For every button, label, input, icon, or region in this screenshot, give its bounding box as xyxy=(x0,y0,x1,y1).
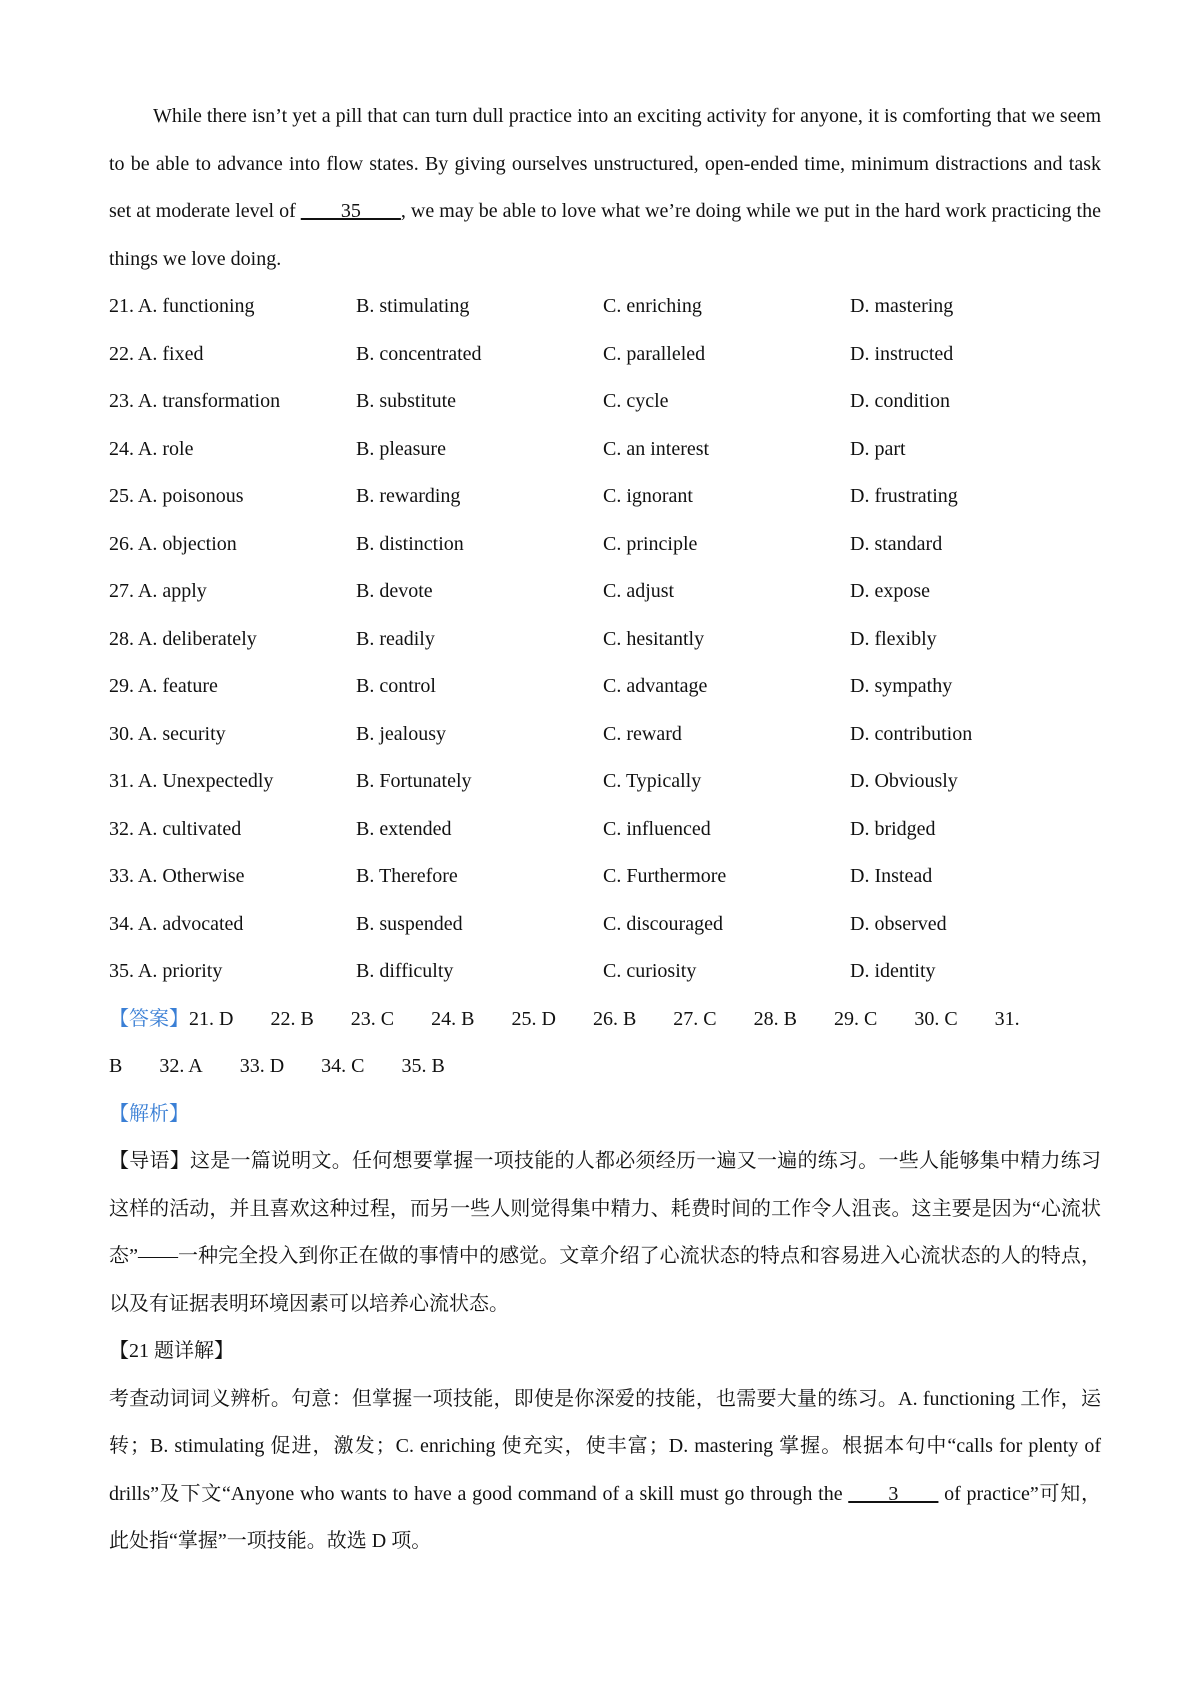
option-c: C. paralleled xyxy=(603,342,706,365)
option-d: D. bridged xyxy=(850,817,936,840)
question-number: 33. xyxy=(109,865,138,887)
question-row xyxy=(109,473,1101,521)
question-row xyxy=(109,806,1101,854)
question-number: 34. xyxy=(109,912,138,935)
question-number: 23. xyxy=(109,390,138,412)
option-d: D. expose xyxy=(850,580,930,602)
question-row xyxy=(109,663,1101,711)
answer-item: 28. B xyxy=(753,1007,797,1030)
option-b: B. devote xyxy=(356,580,433,602)
option-a xyxy=(109,521,356,569)
option-b: B. distinction xyxy=(356,532,464,555)
option-a-text: A. role xyxy=(137,437,194,460)
option-d: D. mastering xyxy=(850,295,954,317)
option-c: C. Furthermore xyxy=(603,865,727,887)
option-b: B. Fortunately xyxy=(356,770,472,792)
answer-line-2 xyxy=(109,1043,1101,1091)
question-number: 22. xyxy=(109,342,138,365)
option-a-text: A. advocated xyxy=(137,912,244,935)
option-c: C. an interest xyxy=(603,437,710,460)
q21-text: of practice”可知，此处指“掌握”一项技能。故选 D 项。 xyxy=(109,1482,1101,1552)
option-d: D. standard xyxy=(850,532,943,555)
option-d: D. sympathy xyxy=(850,675,953,697)
answer-item: 24. B xyxy=(431,1007,475,1030)
option-b: B. suspended xyxy=(356,912,463,935)
question-row xyxy=(109,948,1101,996)
option-a-text: A. functioning xyxy=(137,295,255,317)
option-d: D. contribution xyxy=(850,722,973,745)
option-a xyxy=(109,616,356,664)
option-d: D. part xyxy=(850,437,906,460)
answer-item: 27. C xyxy=(673,1007,717,1030)
question-row xyxy=(109,426,1101,474)
option-b: B. control xyxy=(356,675,436,697)
answer-label: 【答案】 xyxy=(109,1007,189,1030)
answer-item: 29. C xyxy=(833,1007,878,1030)
question-row xyxy=(109,616,1101,664)
answer-line-1 xyxy=(109,996,1101,1044)
answer-item: 32. A xyxy=(159,1055,203,1077)
option-a xyxy=(109,711,356,759)
option-b: B. pleasure xyxy=(356,437,446,460)
passage-paragraph xyxy=(109,93,1101,283)
answer-item: 35. B xyxy=(401,1055,445,1077)
option-b: B. rewarding xyxy=(356,485,461,507)
question-row xyxy=(109,283,1101,331)
option-b: B. stimulating xyxy=(356,295,470,317)
option-d: D. observed xyxy=(850,912,947,935)
option-c: C. influenced xyxy=(603,817,711,840)
option-a-text: A. Unexpectedly xyxy=(137,770,274,792)
option-a-text: A. apply xyxy=(137,580,207,602)
option-c: C. curiosity xyxy=(603,960,697,982)
question-list xyxy=(109,283,1101,996)
option-a-text: A. security xyxy=(137,722,226,745)
option-a-text: A. feature xyxy=(137,675,218,697)
option-d: D. identity xyxy=(850,960,936,982)
option-c: C. ignorant xyxy=(603,485,693,507)
question-row xyxy=(109,711,1101,759)
q21-explanation xyxy=(109,1376,1101,1566)
option-a xyxy=(109,806,356,854)
option-b: B. Therefore xyxy=(356,865,458,887)
question-number: 27. xyxy=(109,580,138,602)
passage-text: , we may be able to love what we’re doing while we put in the hard work practicing the things we love doing. xyxy=(109,200,1101,270)
question-number: 25. xyxy=(109,485,138,507)
option-a xyxy=(109,378,356,426)
option-a-text: A. cultivated xyxy=(137,817,242,840)
intro-paragraph: 【导语】这是一篇说明文。任何想要掌握一项技能的人都必须经历一遍又一遍的练习。一些人能够集中精力练习这样的活动，并且喜欢这种过程，而另一些人则觉得集中精力、耗费时间的工作令人沮丧。这主要是因为“心流状态”——一种完全投入到你正在做的事情中的感觉。文章介绍了心流状态的特点和容易进入心流状态的人的特点，以及有证据表明环境因素可以培养心流状态。 xyxy=(109,1150,1101,1315)
option-a-text: A. Otherwise xyxy=(137,865,245,887)
question-number: 32. xyxy=(109,817,138,840)
answer-item: 21. D xyxy=(189,1007,234,1030)
option-c: C. cycle xyxy=(603,390,669,412)
answer-item: 22. B xyxy=(270,1007,314,1030)
option-b: B. extended xyxy=(356,817,452,840)
option-c: C. enriching xyxy=(603,295,702,317)
option-a xyxy=(109,473,356,521)
option-a xyxy=(109,853,356,901)
question-number: 30. xyxy=(109,722,138,745)
option-d: D. flexibly xyxy=(850,627,937,650)
option-a-text: A. priority xyxy=(137,960,223,982)
question-number: 31. xyxy=(109,770,138,792)
blank-35: ____35____ xyxy=(300,200,401,222)
answer-item: 30. C xyxy=(914,1007,958,1030)
option-a xyxy=(109,663,356,711)
question-number: 26. xyxy=(109,532,138,555)
answer-item: 34. C xyxy=(321,1055,365,1077)
question-row xyxy=(109,378,1101,426)
answer-item: 25. D xyxy=(511,1007,556,1030)
question-row xyxy=(109,853,1101,901)
option-d: D. instructed xyxy=(850,342,954,365)
question-row xyxy=(109,901,1101,949)
question-row xyxy=(109,758,1101,806)
option-a-text: A. transformation xyxy=(137,390,281,412)
answer-item: 23. C xyxy=(350,1007,395,1030)
question-row xyxy=(109,521,1101,569)
option-c: C. discouraged xyxy=(603,912,723,935)
option-a-text: A. poisonous xyxy=(137,485,244,507)
option-d: D. Obviously xyxy=(850,770,958,792)
answer-item: 26. B xyxy=(592,1007,637,1030)
analysis-label: 【解析】 xyxy=(109,1102,189,1125)
option-a-text: A. fixed xyxy=(137,342,204,365)
option-b: B. substitute xyxy=(356,390,457,412)
option-d: D. Instead xyxy=(850,865,933,887)
option-c: C. advantage xyxy=(603,675,708,697)
question-number: 28. xyxy=(109,627,138,650)
option-a xyxy=(109,901,356,949)
question-row xyxy=(109,568,1101,616)
option-a xyxy=(109,426,356,474)
option-a-text: A. objection xyxy=(137,532,237,555)
option-c: C. adjust xyxy=(603,580,675,602)
document-page xyxy=(109,93,1101,1566)
option-c: C. principle xyxy=(603,532,698,555)
q21-title: 【21 题详解】 xyxy=(109,1340,234,1362)
option-d: D. frustrating xyxy=(850,485,958,507)
question-row xyxy=(109,331,1101,379)
question-number: 21. xyxy=(109,295,138,317)
q21-text: 考查动词词义辨析。句意：但掌握一项技能，即使是你深爱的技能，也需要大量的练习。A. functioning 工作，运转；B. stimulating 促进，激发；C. enriching 使充实，使丰富；D. mastering 掌握。根据本句中“calls for plenty of drills”及下文“Anyone who wants to have a good command of a skill must go through the xyxy=(109,1387,1101,1505)
option-b: B. concentrated xyxy=(356,342,482,365)
answer-item: 31. xyxy=(994,1007,1020,1030)
option-a xyxy=(109,948,356,996)
option-a xyxy=(109,283,356,331)
option-d: D. condition xyxy=(850,390,950,412)
answer-item: 33. D xyxy=(239,1055,285,1077)
question-number: 24. xyxy=(109,437,138,460)
option-a xyxy=(109,331,356,379)
option-a-text: A. deliberately xyxy=(137,627,257,650)
passage-text: While there isn’t yet a pill that can turn dull practice into an exciting activity for anyone, it is comforting that we seem to be able to advance into flow states. By giving ourselves unstructured, open-ended time, minimum distractions and task set at moderate level of xyxy=(109,105,1101,222)
question-number: 29. xyxy=(109,675,138,697)
blank-3: ____3____ xyxy=(848,1482,939,1505)
option-a xyxy=(109,568,356,616)
option-b: B. jealousy xyxy=(356,722,446,745)
option-b: B. readily xyxy=(356,627,435,650)
answer-item: B xyxy=(109,1055,123,1077)
option-c: C. reward xyxy=(603,722,682,745)
question-number: 35. xyxy=(109,960,138,982)
option-c: C. hesitantly xyxy=(603,627,705,650)
option-a xyxy=(109,758,356,806)
option-c: C. Typically xyxy=(603,770,702,792)
option-b: B. difficulty xyxy=(356,960,454,982)
